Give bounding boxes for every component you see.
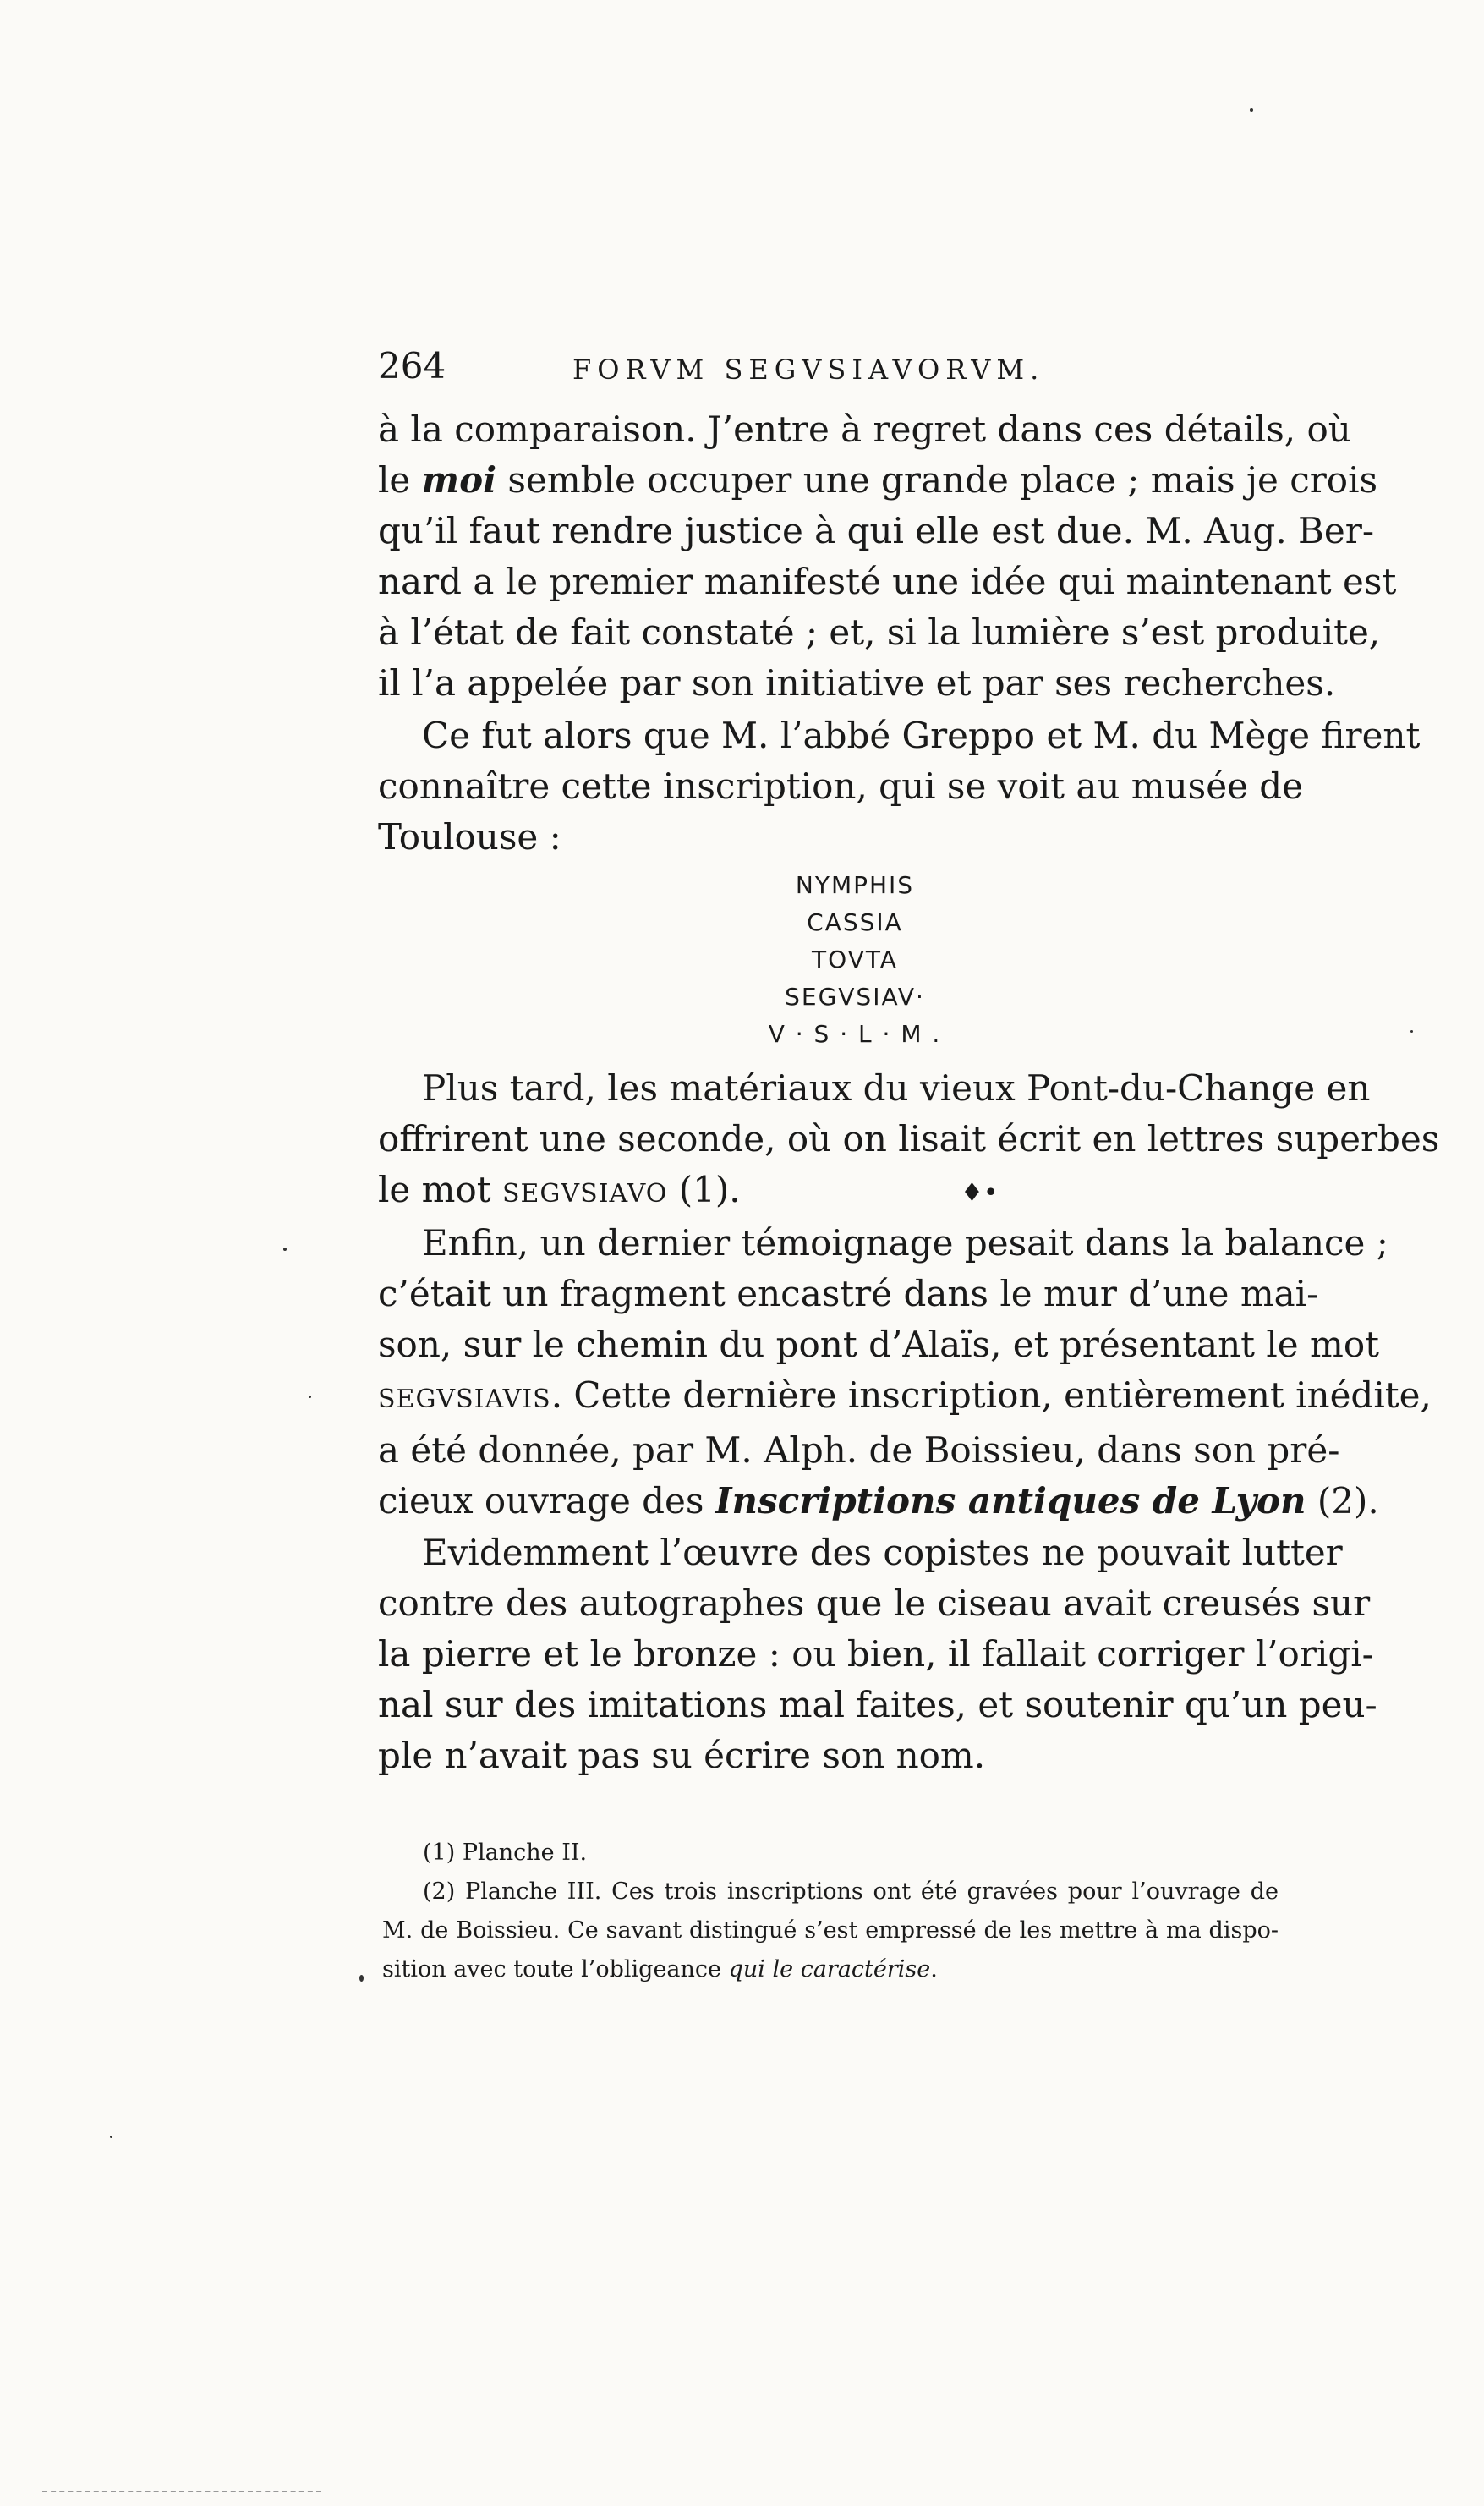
footnotes: [382, 1834, 1279, 1989]
inscription-line: V · S · L · M .: [768, 1020, 942, 1048]
inscription-line: TOVTA: [812, 946, 898, 973]
running-title: FORVM SEGVSIAVORVM.: [572, 354, 1045, 386]
scan-speck: [110, 2136, 112, 2138]
text-line: Evidemment l’œuvre des copistes ne pouvait lutter: [422, 1532, 1343, 1573]
small-caps-word: SEGVSIAVO: [501, 1179, 668, 1209]
scan-speck: [309, 1396, 311, 1398]
text-line: à la comparaison. J’entre à regret dans ces détails, où: [378, 409, 1351, 450]
paragraph-3: [378, 1063, 1440, 1220]
text-line: Toulouse :: [378, 816, 561, 858]
text-line: à l’état de fait constaté ; et, si la lumière s’est produite,: [378, 611, 1381, 653]
scan-edge: [42, 2491, 321, 2494]
small-caps-word: SEGVSIAVIS: [378, 1385, 551, 1414]
inscription-line: CASSIA: [807, 908, 903, 936]
text-line: il l’a appelée par son initiative et par ses recherches.: [378, 662, 1336, 704]
inscription-line: SEGVSIAV·: [785, 983, 925, 1011]
text-line: contre des autographes que le ciseau avait creusés sur: [378, 1582, 1371, 1624]
footnote-line: M. de Boissieu. Ce savant distingué s’est empressé de les mettre à ma dispo-: [382, 1917, 1279, 1944]
text-line: a été donnée, par M. Alph. de Boissieu, dans son pré-: [378, 1429, 1340, 1471]
text-line: la pierre et le bronze : ou bien, il fallait corriger l’origi-: [378, 1633, 1374, 1675]
text-line: qu’il faut rendre justice à qui elle est due. M. Aug. Ber-: [378, 510, 1375, 551]
text-line: Plus tard, les matériaux du vieux Pont-du-Change en: [422, 1067, 1371, 1109]
text-line: c’était un fragment encastré dans le mur d’une mai-: [378, 1273, 1319, 1314]
inscription-line: NYMPHIS: [795, 871, 915, 899]
text-line: Ce fut alors que M. l’abbé Greppo et M. du Mège firent: [422, 715, 1421, 756]
text-line: son, sur le chemin du pont d’Alaïs, et présentant le mot: [378, 1324, 1379, 1365]
page-header: [378, 345, 1281, 396]
text-line: offrirent une seconde, où on lisait écrit en lettres superbes: [378, 1118, 1440, 1160]
footnote-1: (1) Planche II.: [423, 1840, 588, 1866]
emphasis: moi: [421, 459, 497, 501]
text-line: cieux ouvrage des Inscriptions antiques de Lyon (2).: [378, 1480, 1379, 1522]
paragraph-5: [378, 1527, 1377, 1781]
ink-mark: ♦•: [961, 1178, 999, 1208]
footnote-line: sition avec toute l’obligeance qui le caractérise.: [382, 1956, 938, 1982]
book-title: Inscriptions antiques de Lyon: [715, 1480, 1306, 1522]
text-line: ple n’avait pas su écrire son nom.: [378, 1735, 986, 1776]
scan-speck: [1250, 108, 1253, 112]
paragraph-4: [378, 1218, 1432, 1527]
text-line: le moi semble occuper une grande place ; mais je crois: [378, 459, 1378, 501]
text-line: le mot SEGVSIAVO (1).: [378, 1169, 741, 1210]
text-line: SEGVSIAVIS. Cette dernière inscription, entièrement inédite,: [378, 1374, 1432, 1416]
text-line: nard a le premier manifesté une idée qui maintenant est: [378, 561, 1397, 602]
scan-speck: [1410, 1030, 1413, 1033]
text-line: Enfin, un dernier témoignage pesait dans la balance ;: [422, 1222, 1388, 1264]
text-line: nal sur des imitations mal faites, et soutenir qu’un peu-: [378, 1684, 1377, 1725]
footnote-line: (2) Planche III. Ces trois inscriptions ont été gravées pour l’ouvrage de: [423, 1878, 1279, 1905]
scan-speck: [283, 1248, 287, 1251]
page-number: 264: [378, 345, 446, 387]
paragraph-1: [378, 404, 1397, 709]
footnote-2: [382, 1873, 1279, 1989]
paragraph-2: [378, 710, 1421, 863]
inscription: [378, 867, 1281, 1053]
scan-speck: [359, 1975, 364, 1982]
text-line: connaître cette inscription, qui se voit au musée de: [378, 765, 1304, 807]
